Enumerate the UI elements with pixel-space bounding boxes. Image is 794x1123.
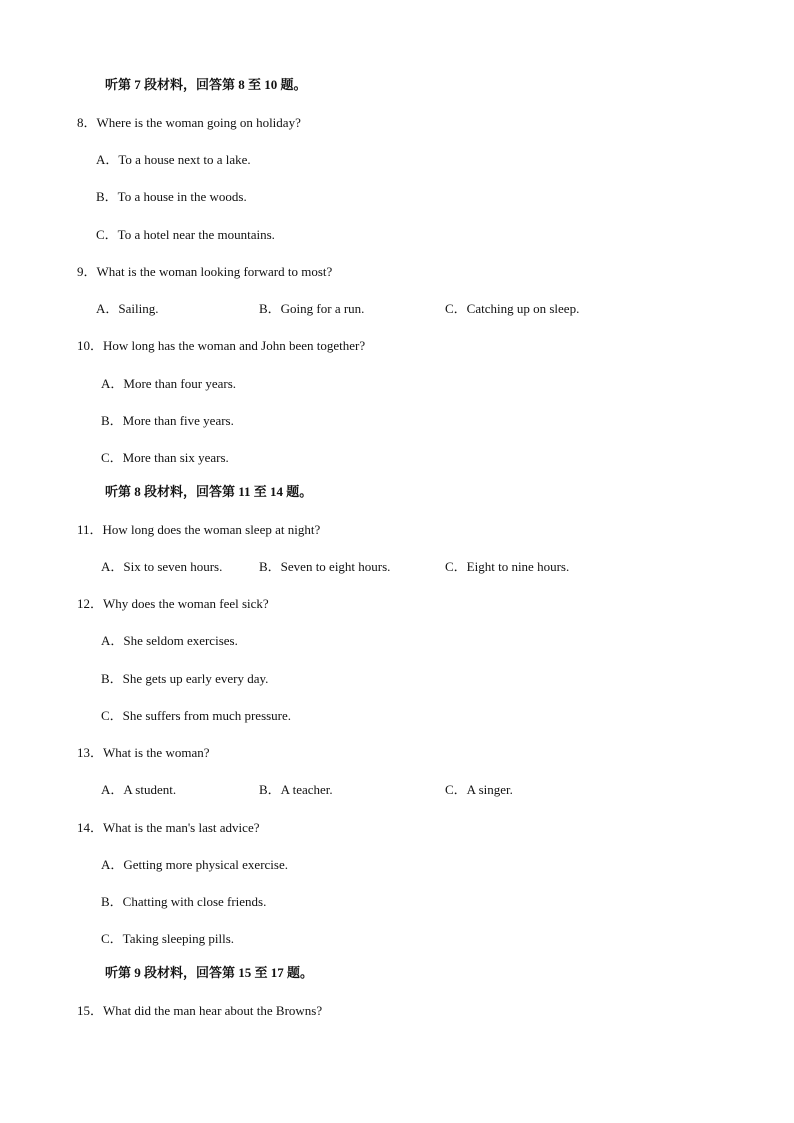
option-13b: B．A teacher. [259, 782, 333, 797]
option-9b: B．Going for a run. [259, 301, 365, 316]
option-11b: B．Seven to eight hours. [259, 559, 391, 574]
question-stem-12: 12．Why does the woman feel sick? [77, 596, 269, 611]
option-10a: A．More than four years. [101, 376, 237, 391]
option-11a: A．Six to seven hours. [101, 559, 223, 574]
question-stem-9: 9．What is the woman looking forward to most? [77, 264, 333, 279]
question-stem-10: 10．How long has the woman and John been together? [77, 338, 366, 353]
section-heading-8: 听第 8 段材料，回答第 11 至 14 题。 [105, 484, 313, 499]
option-10c: C．More than six years. [101, 450, 229, 465]
option-12b: B．She gets up early every day. [101, 671, 269, 686]
option-14c: C．Taking sleeping pills. [101, 931, 235, 946]
section-heading-9: 听第 9 段材料，回答第 15 至 17 题。 [105, 965, 314, 980]
option-14b: B．Chatting with close friends. [101, 894, 267, 909]
option-8a: A．To a house next to a lake. [96, 152, 251, 167]
question-stem-8: 8．Where is the woman going on holiday? [77, 115, 301, 130]
question-stem-14: 14．What is the man's last advice? [77, 820, 260, 835]
option-12a: A．She seldom exercises. [101, 633, 238, 648]
option-9a: A．Sailing. [96, 301, 159, 316]
option-12c: C．She suffers from much pressure. [101, 708, 292, 723]
option-14a: A．Getting more physical exercise. [101, 857, 288, 872]
question-stem-11: 11．How long does the woman sleep at night? [77, 522, 321, 537]
option-11c: C．Eight to nine hours. [445, 559, 570, 574]
option-8c: C．To a hotel near the mountains. [96, 227, 275, 242]
question-stem-13: 13．What is the woman? [77, 745, 210, 760]
option-13c: C．A singer. [445, 782, 513, 797]
option-13a: A．A student. [101, 782, 177, 797]
option-10b: B．More than five years. [101, 413, 234, 428]
option-9c: C．Catching up on sleep. [445, 301, 580, 316]
section-heading-7: 听第 7 段材料，回答第 8 至 10 题。 [105, 77, 307, 92]
option-8b: B．To a house in the woods. [96, 189, 247, 204]
question-stem-15: 15．What did the man hear about the Browns? [77, 1003, 323, 1018]
